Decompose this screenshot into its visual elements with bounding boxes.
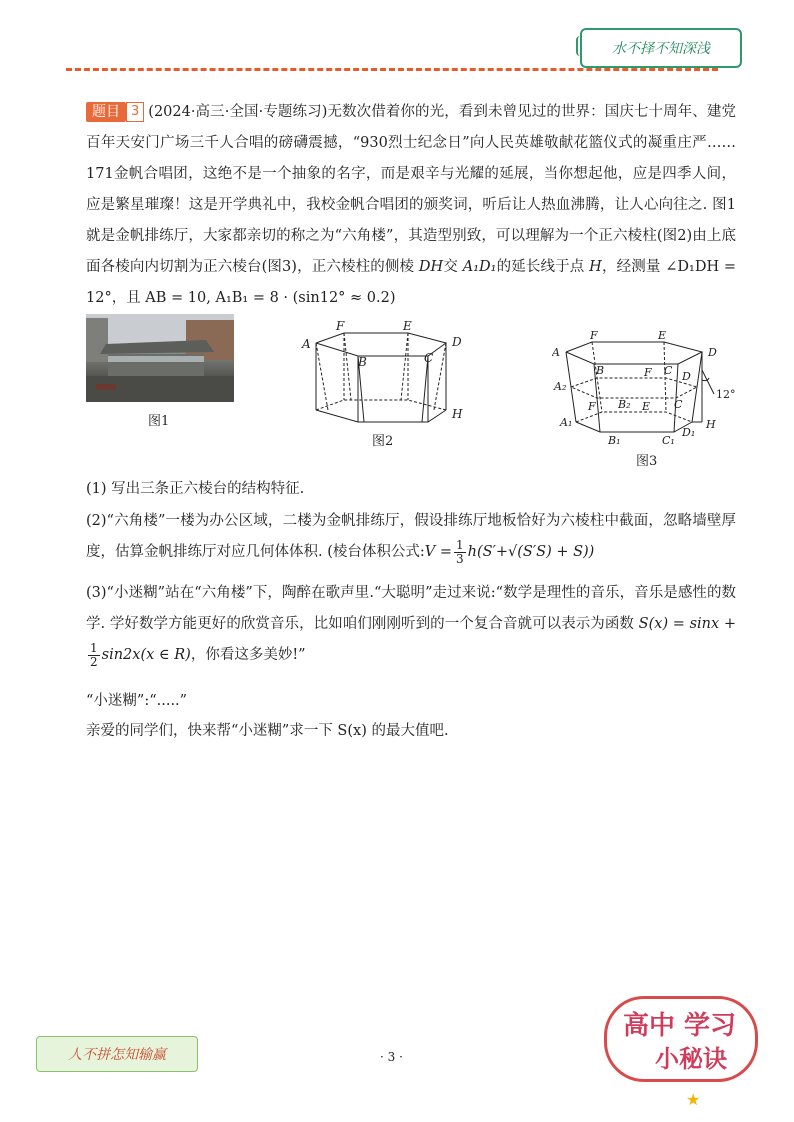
question-source: (2024·高三·全国·专题练习) — [148, 104, 328, 120]
part-3-ending: ，你看这多美妙!” — [190, 647, 306, 663]
part-1: (1) 写出三条正六棱台的结构特征. — [86, 481, 305, 497]
part-5: 亲爱的同学们，快来帮“小迷糊”求一下 S(x) 的最大值吧. — [86, 723, 449, 739]
footer-motto: 人不拼怎知输赢 — [36, 1036, 198, 1072]
frac-one-third: $\frac{1}{3}$ — [456, 537, 464, 566]
fig3-label-e1: E — [642, 400, 651, 413]
fig2-caption: 图2 — [372, 434, 394, 449]
fig3-label-f: F — [590, 330, 598, 342]
fig3-label-d2: D — [682, 370, 691, 383]
fig3-label-d1: D₁ — [682, 426, 696, 439]
fig3-label-e: E — [658, 330, 667, 342]
part-3-text: (3)“小迷糊”站在“六角楼”下，陶醉在歌声里.“大聪明”走过来说:“数学是理性的音乐，音乐是感性的数学. 学好数学方能更好的欣赏音乐，比如咱们刚刚听到的一个复合音就可以表示为函数 — [86, 585, 736, 632]
fig3-label-b2: B — [596, 364, 605, 377]
star-icon: ★ — [686, 1090, 701, 1109]
fig3-label-f2: F — [644, 366, 652, 379]
fig2-label-f: F — [336, 319, 345, 333]
fig3-label-c2: C — [664, 364, 673, 377]
badge-line-2: 小秘诀 — [655, 1045, 727, 1073]
part-2 — [86, 506, 736, 568]
text-de: 的延长线于点 — [496, 259, 585, 275]
text-jiao: 交 — [443, 259, 458, 275]
fig3-angle-label: 12° — [716, 388, 736, 401]
study-tips-badge — [604, 996, 758, 1082]
fig3-label-f1: F — [588, 400, 596, 413]
measure-text: ，经测量 ∠D₁DH = 12°，且 AB = 10, A₁B₁ = 8 · (sin12° ≈ 0.2) — [86, 259, 737, 306]
question-number: 3 — [126, 102, 144, 122]
fig3-label-d: D — [708, 346, 717, 359]
edge-a1d1: A₁D₁ — [462, 259, 497, 275]
figure-2-prism — [296, 318, 476, 436]
header-logo: 水不择不知深浅 — [580, 28, 742, 68]
building-photo — [86, 314, 234, 402]
question-tag: 题目 — [86, 102, 126, 122]
fig3-label-a: A — [552, 346, 560, 359]
function-formula-post: sin2x(x ∈ R) — [101, 647, 191, 663]
frac-one-half: $\frac{1}{2}$ — [90, 640, 98, 669]
badge-line-1: 高中 学习 — [623, 1011, 737, 1041]
fig3-label-a2: A₂ — [554, 380, 567, 393]
fig3-label-c0: C₁ — [662, 434, 675, 447]
fig3-label-c1: C — [674, 398, 683, 411]
edge-dh: DH — [418, 259, 444, 275]
point-h: H — [589, 259, 602, 275]
volume-formula-post: h(S′+√(S′S) + S)) — [467, 544, 595, 560]
header-divider — [66, 68, 718, 71]
part-3 — [86, 578, 736, 671]
fig2-label-h: H — [452, 407, 463, 421]
fig2-label-c: C — [424, 351, 434, 365]
fig3-label-b1: B₂ — [618, 398, 631, 411]
fig2-label-a: A — [302, 337, 311, 351]
question-intro: 无数次借着你的光，看到未曾见过的世界：国庆七十周年、建党百年天安门广场三千人合唱的磅礴震撼，“930烈士纪念日”向人民英雄敬献花篮仪式的凝重庄严……171金帆合唱团，这绝不是一个抽象的名字，而是艰辛与光耀的延展，当你想起他，应是四季人间，应是繁星璀璨！这是开学典礼中，我校金帆合唱团的颁奖词，听后让人热血沸腾，让人心向往之. 图1就是金帆排练厅，大家都亲切的称之为“六角楼”，其造型别致，可以理解为一个正六棱柱(图2)由上底面各棱向内切割为正六棱台(图3)，正六棱柱的侧棱 — [86, 104, 736, 275]
fig2-label-d: D — [452, 335, 462, 349]
figure-3-frustum — [552, 330, 772, 454]
fig2-label-b: B — [358, 355, 367, 369]
fig1-caption: 图1 — [148, 414, 170, 429]
volume-formula-pre: V = — [424, 544, 452, 560]
fig3-caption: 图3 — [636, 454, 658, 469]
fig3-label-h: H — [706, 418, 716, 431]
fig2-label-e: E — [403, 319, 412, 333]
function-formula-pre: S(x) = sinx + — [638, 616, 736, 632]
fig3-label-b0: B₁ — [608, 434, 621, 447]
page-number: · 3 · — [380, 1050, 403, 1064]
part-2-text: (2)“六角楼”一楼为办公区域，二楼为金帆排练厅，假设排练厅地板恰好为六棱柱中截面，忽略墙壁厚度，估算金帆排练厅对应几何体体积. (棱台体积公式: — [86, 513, 736, 560]
part-4: “小迷糊”:“.....” — [86, 693, 188, 709]
fig3-label-a1: A₁ — [560, 416, 573, 429]
question-text — [86, 97, 736, 314]
